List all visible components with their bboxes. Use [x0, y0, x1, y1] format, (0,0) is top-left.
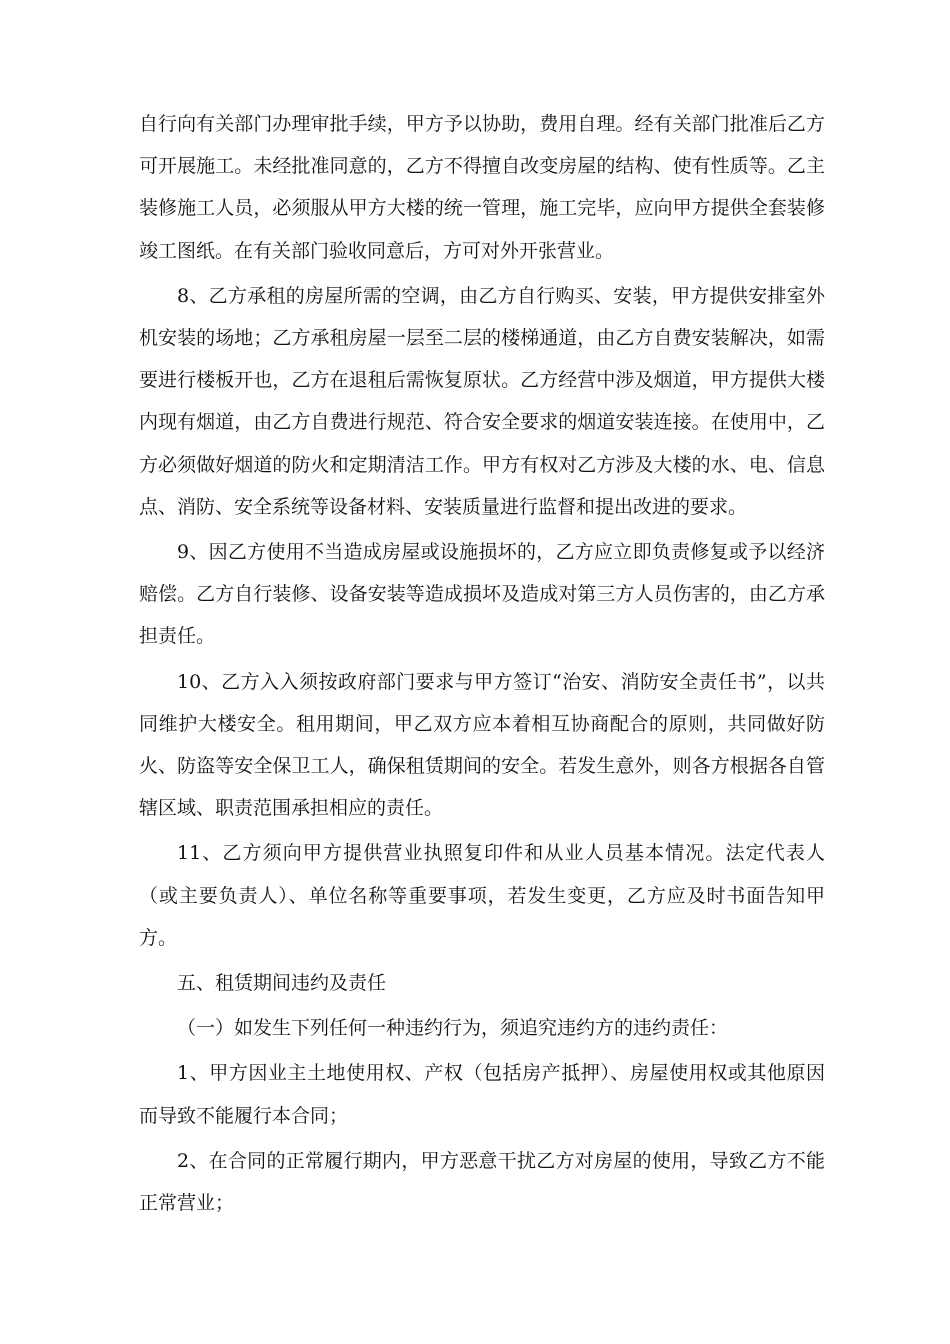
- clause-9: 9、因乙方使用不当造成房屋或设施损坏的，乙方应立即负责修复或予以经济赔偿。乙方自行装修、设备安装等造成损坏及造成对第三方人员伤害的，由乙方承担责任。: [139, 541, 825, 648]
- clause-11: 11、乙方须向甲方提供营业执照复印件和从业人员基本情况。法定代表人（或主要负责人）、单位名称等重要事项，若发生变更，乙方应及时书面告知甲方。: [139, 842, 825, 949]
- clause-10: 10、乙方入入须按政府部门要求与甲方签订“治安、消防安全责任书”，以共同维护大楼安全。租用期间，甲乙双方应本着相互协商配合的原则，共同做好防火、防盗等安全保卫工人，确保租赁期间的安全。若发生意外，则各方根据各自管辖区域、职责范围承担相应的责任。: [139, 670, 825, 820]
- subheading-breach-list: （一）如发生下列任何一种违约行为，须追究违约方的违约责任：: [177, 1017, 729, 1040]
- breach-item-2: 2、在合同的正常履行期内，甲方恶意干扰乙方对房屋的使用，导致乙方不能正常营业；: [139, 1149, 825, 1215]
- document-body: [139, 103, 825, 1224]
- paragraph-continuation: 自行向有关部门办理审批手续，甲方予以协助，费用自理。经有关部门批准后乙方可开展施工。未经批准同意的，乙方不得擅自改变房屋的结构、使有性质等。乙主装修施工人员，必须服从甲方大楼的统一管理，施工完毕，应向甲方提供全套装修竣工图纸。在有关部门验收同意后，方可对外开张营业。: [139, 113, 825, 262]
- section-heading-breach: 五、租赁期间违约及责任: [177, 972, 387, 995]
- breach-item-1: 1、甲方因业主土地使用权、产权（包括房产抵押）、房屋使用权或其他原因而导致不能履行本合同；: [139, 1062, 825, 1127]
- clause-8: 8、乙方承租的房屋所需的空调，由乙方自行购买、安装，甲方提供安排室外机安装的场地；乙方承租房屋一层至二层的楼梯通道，由乙方自费安装解决，如需要进行楼板开也，乙方在退租后需恢复原状。乙方经营中涉及烟道，甲方提供大楼内现有烟道，由乙方自费进行规范、符合安全要求的烟道安装连接。在使用中，乙方必须做好烟道的防火和定期清洁工作。甲方有权对乙方涉及大楼的水、电、信息点、消防、安全系统等设备材料、安装质量进行监督和提出改进的要求。: [139, 284, 825, 518]
